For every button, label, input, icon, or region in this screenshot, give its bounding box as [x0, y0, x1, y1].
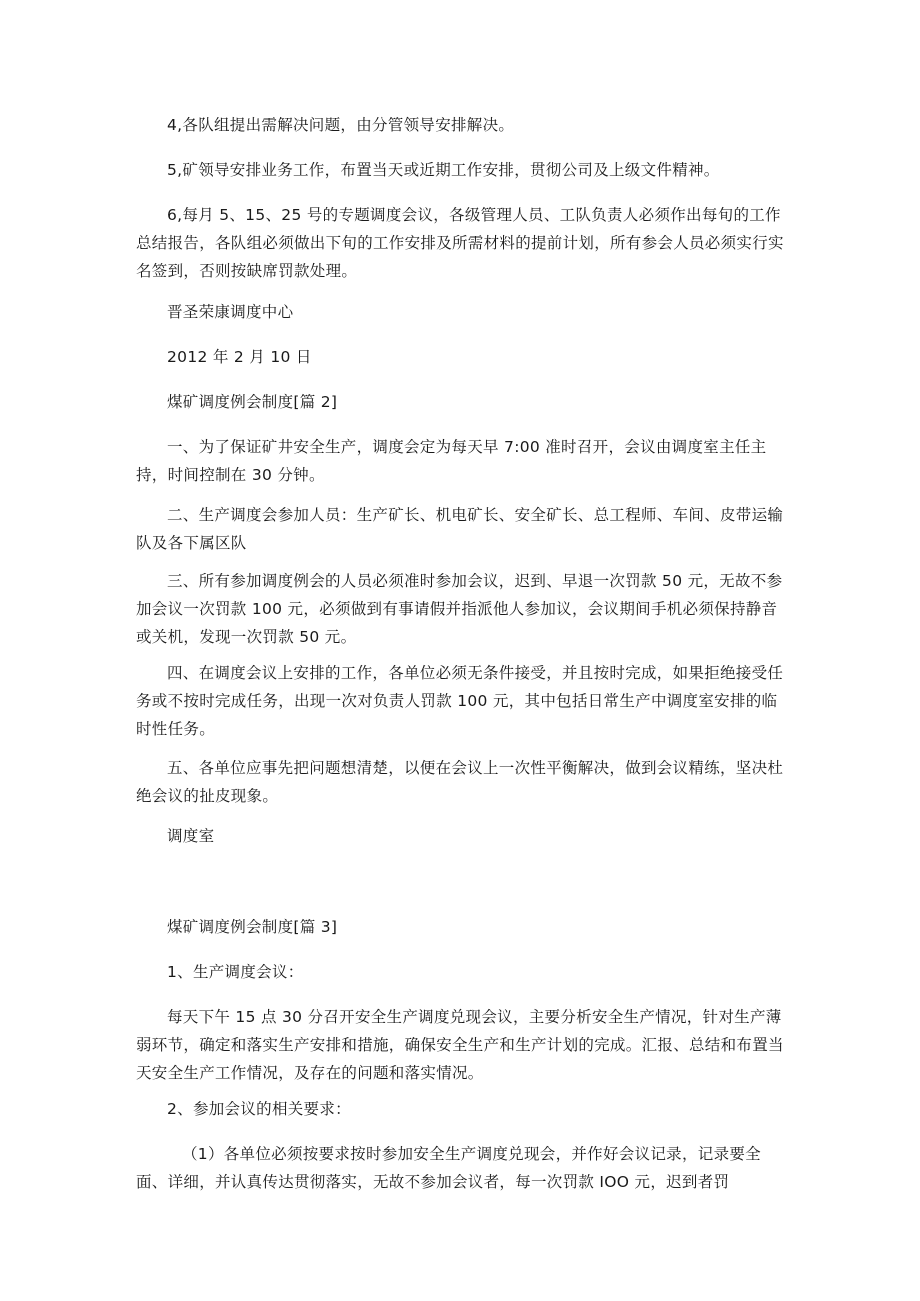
issuer-signature: 晋圣荣康调度中心: [167, 303, 294, 321]
subheading-meeting-requirements: 2、参加会议的相关要求：: [167, 1100, 351, 1118]
section-heading-part-3: 煤矿调度例会制度[篇 3]: [167, 918, 338, 936]
paragraph-item-5: 5,矿领导安排业务工作，布置当天或近期工作安排，贯彻公司及上级文件精神。: [167, 161, 720, 179]
paragraph-item-4: 4,各队组提出需解决问题，由分管领导安排解决。: [167, 116, 515, 134]
subheading-production-meeting: 1、生产调度会议：: [167, 963, 304, 981]
paragraph-rule-2: 二、生产调度会参加人员：生产矿长、机电矿长、安全矿长、总工程师、车间、皮带运输队及各下属区队: [136, 506, 784, 552]
issue-date: 2012 年 2 月 10 日: [167, 348, 312, 366]
paragraph-item-6: 6,每月 5、15、25 号的专题调度会议，各级管理人员、工队负责人必须作出每旬的工作总结报告，各队组必须做出下旬的工作安排及所需材料的提前计划，所有参会人员必须实行实名签到，否则按缺席罚款处理。: [136, 206, 784, 280]
paragraph-rule-1: 一、为了保证矿井安全生产，调度会定为每天早 7:00 准时召开，会议由调度室主任主持，时间控制在 30 分钟。: [136, 438, 767, 484]
paragraph-rule-4: 四、在调度会议上安排的工作，各单位必须无条件接受，并且按时完成，如果拒绝接受任务或不按时完成任务，出现一次对负责人罚款 100 元，其中包括日常生产中调度室安排的临时性任务。: [136, 664, 784, 738]
section-heading-part-2: 煤矿调度例会制度[篇 2]: [167, 393, 338, 411]
department-signature: 调度室: [167, 827, 215, 845]
paragraph-rule-3: 三、所有参加调度例会的人员必须准时参加会议，迟到、早退一次罚款 50 元，无故不参加会议一次罚款 100 元，必须做到有事请假并指派他人参加议，会议期间手机必须保持静音或关机，发现一次罚款 50 元。: [136, 572, 783, 646]
paragraph-rule-5: 五、各单位应事先把问题想清楚，以便在会议上一次性平衡解决，做到会议精练，坚决杜绝会议的扯皮现象。: [136, 759, 784, 805]
paragraph-requirement-1: （1）各单位必须按要求按时参加安全生产调度兑现会，并作好会议记录，记录要全面、详细，并认真传达贯彻落实，无故不参加会议者，每一次罚款 IOO 元，迟到者罚: [136, 1145, 761, 1191]
paragraph-meeting-description: 每天下午 15 点 30 分召开安全生产调度兑现会议，主要分析安全生产情况，针对生产薄弱环节，确定和落实生产安排和措施，确保安全生产和生产计划的完成。汇报、总结和布置当天安全生产工作情况，及存在的问题和落实情况。: [136, 1008, 784, 1082]
